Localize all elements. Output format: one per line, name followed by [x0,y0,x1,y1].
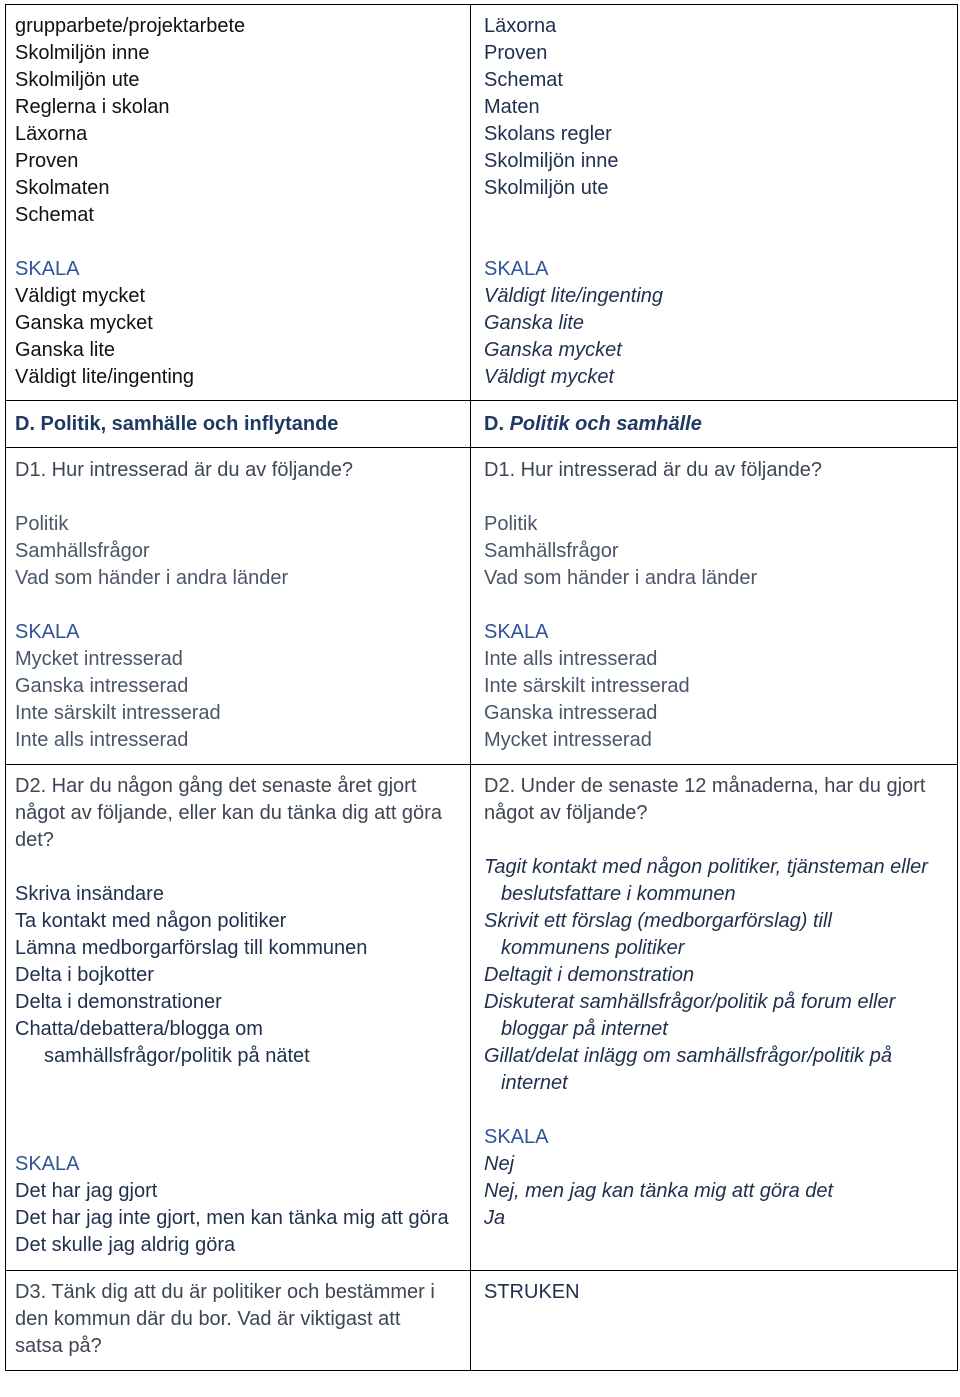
question-line: D2. Har du någon gång det senaste året gjort [15,775,417,797]
scale-block [484,256,957,391]
topic-item: Skolmiljön ute [15,69,140,91]
struken-note: STRUKEN [484,1281,580,1303]
activity-item [15,962,470,989]
topic-item: Proven [484,42,548,64]
topic-item: Schemat [15,204,94,226]
scale-block [15,256,470,391]
activity-line: Diskuterat samhällsfrågor/politik på forum eller [484,991,896,1013]
activity-line: Skrivit ett förslag (medborgarförslag) till [484,910,832,932]
cell-left-section-heading [6,401,471,447]
topic-item: Proven [15,150,79,172]
scale-option: Ganska lite [484,312,585,334]
topic-item: Politik [15,513,69,535]
activity-line: samhällsfrågor/politik på nätet [44,1045,310,1067]
question-text: D1. Hur intresserad är du av följande? [484,459,822,481]
cell-right-d1 [471,448,957,764]
activity-item [484,989,957,1043]
activity-list [484,854,957,1097]
topic-item: Skolmaten [15,177,110,199]
activity-item [484,1043,957,1097]
scale-option: Det har jag inte gjort, men kan tänka mig att göra [15,1207,449,1229]
scale-option: Mycket intresserad [15,648,183,670]
topic-item: Maten [484,96,540,118]
cell-left-d2 [6,765,471,1270]
cell-right-d2 [471,765,957,1270]
scale-block [15,619,470,754]
activity-line: bloggar på internet [501,1018,668,1040]
activity-item [484,962,957,989]
question-line: något av följande, eller kan du tänka dig att göra [15,802,442,824]
activity-item [15,989,470,1016]
scale-option: Inte särskilt intresserad [484,675,690,697]
section-heading: D. Politik, samhälle och inflytande [15,413,339,435]
scale-option: Inte alls intresserad [15,729,189,751]
scale-label: SKALA [484,258,549,280]
cell-left-d3 [6,1271,471,1370]
scale-option: Ganska intresserad [15,675,189,697]
activity-item [484,854,957,908]
topic-item: Reglerna i skolan [15,96,170,118]
question-text [15,773,470,854]
scale-option: Ganska intresserad [484,702,658,724]
activity-line: beslutsfattare i kommunen [501,883,736,905]
scale-label: SKALA [15,621,80,643]
cell-right-d3 [471,1271,957,1370]
topic-item: grupparbete/projektarbete [15,15,246,37]
activity-item [15,881,470,908]
topic-list [484,13,957,202]
survey-comparison-table [5,4,958,1371]
activity-list [15,881,470,1070]
topic-item: Politik [484,513,538,535]
activity-item [15,1016,470,1070]
scale-option: Väldigt lite/ingenting [484,285,664,307]
topic-item: Schemat [484,69,563,91]
scale-option: Nej, men jag kan tänka mig att göra det [484,1180,834,1202]
scale-block [484,619,957,754]
topic-item: Skolmiljön ute [484,177,609,199]
topic-item: Läxorna [484,15,557,37]
question-text [484,773,957,827]
row-question-d3 [6,1271,957,1370]
section-heading-prefix: D. [484,413,504,435]
row-question-d2 [6,765,957,1271]
question-line: D2. Under de senaste 12 månaderna, har du gjort [484,775,926,797]
topic-item: Skolmiljön inne [15,42,150,64]
scale-option: Väldigt lite/ingenting [15,366,195,388]
scale-option: Ja [484,1207,506,1229]
activity-line: Gillat/delat inlägg om samhällsfrågor/politik på [484,1045,892,1067]
activity-item [15,935,470,962]
section-heading-title: Politik och samhälle [509,413,702,435]
scale-option: Det skulle jag aldrig göra [15,1234,236,1256]
activity-line: Deltagit i demonstration [484,964,695,986]
activity-line: Lämna medborgarförslag till kommunen [15,937,368,959]
scale-option: Väldigt mycket [484,366,615,388]
scale-option: Väldigt mycket [15,285,146,307]
scale-option: Ganska mycket [484,339,622,361]
scale-option: Nej [484,1153,515,1175]
scale-block [15,1151,470,1259]
cell-right-school-topics [471,5,957,400]
topic-list [484,511,957,592]
activity-item [484,908,957,962]
question-text: D1. Hur intresserad är du av följande? [15,459,353,481]
activity-line: internet [501,1072,568,1094]
activity-line: Ta kontakt med någon politiker [15,910,287,932]
scale-label: SKALA [484,621,549,643]
topic-item: Skolmiljön inne [484,150,619,172]
row-question-d1 [6,448,957,765]
scale-option: Det har jag gjort [15,1180,158,1202]
scale-option: Inte särskilt intresserad [15,702,221,724]
question-text [15,1279,470,1360]
activity-line: kommunens politiker [501,937,685,959]
activity-item [15,908,470,935]
cell-left-school-topics [6,5,471,400]
question-line: något av följande? [484,802,648,824]
topic-item: Vad som händer i andra länder [484,567,758,589]
scale-option: Inte alls intresserad [484,648,658,670]
scale-option: Ganska lite [15,339,116,361]
scale-option: Ganska mycket [15,312,153,334]
scale-label: SKALA [484,1126,549,1148]
question-line: det? [15,829,54,851]
activity-line: Chatta/debattera/blogga om [15,1018,263,1040]
row-school-topics [6,5,957,401]
scale-label: SKALA [15,258,80,280]
topic-item: Samhällsfrågor [15,540,150,562]
question-line: satsa på? [15,1335,102,1357]
question-line: den kommun där du bor. Vad är viktigast att [15,1308,401,1330]
activity-line: Delta i demonstrationer [15,991,222,1013]
question-line: D3. Tänk dig att du är politiker och bestämmer i [15,1281,435,1303]
activity-line: Skriva insändare [15,883,164,905]
section-heading [484,411,957,438]
topic-item: Samhällsfrågor [484,540,619,562]
activity-line: Delta i bojkotter [15,964,154,986]
scale-label: SKALA [15,1153,80,1175]
topic-list [15,13,470,229]
topic-item: Läxorna [15,123,88,145]
topic-item: Skolans regler [484,123,612,145]
scale-block [484,1124,957,1232]
cell-right-section-heading [471,401,957,447]
topic-list [15,511,470,592]
topic-item: Vad som händer i andra länder [15,567,289,589]
scale-option: Mycket intresserad [484,729,652,751]
row-section-heading [6,401,957,448]
cell-left-d1 [6,448,471,764]
activity-line: Tagit kontakt med någon politiker, tjänsteman eller [484,856,928,878]
